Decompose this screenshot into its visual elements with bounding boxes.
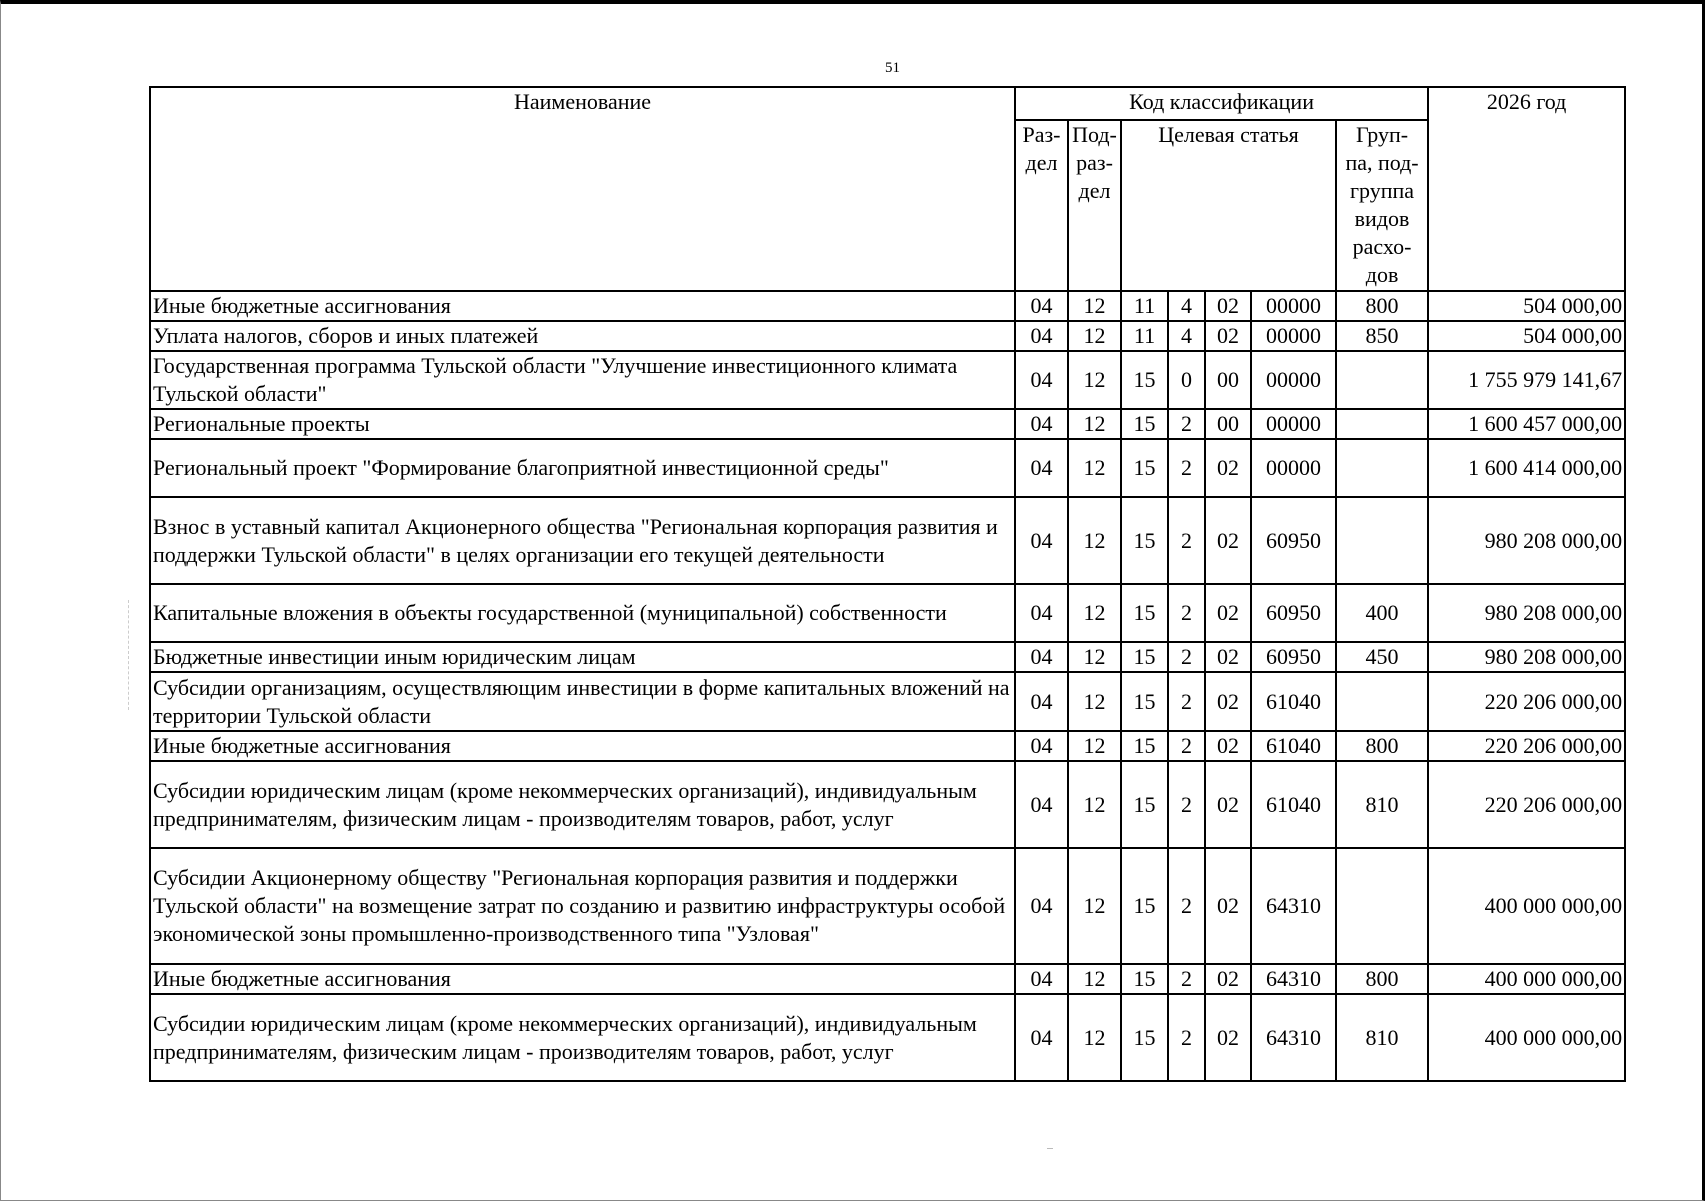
row-razdel: 04 [1015,672,1068,731]
row-target-program: 15 [1121,409,1168,439]
row-podrazdel: 12 [1068,409,1121,439]
table-row [150,761,1625,848]
row-podrazdel: 12 [1068,321,1121,351]
budget-table [149,86,1626,1082]
row-target-type: 2 [1168,439,1205,497]
row-podrazdel: 12 [1068,761,1121,848]
row-expense-group [1336,409,1428,439]
row-amount: 980 208 000,00 [1428,584,1625,642]
row-target-type: 0 [1168,351,1205,409]
row-target-direction: 00000 [1251,351,1336,409]
row-name: Бюджетные инвестиции иным юридическим лицам [150,642,1015,672]
row-target-program: 15 [1121,761,1168,848]
table-row [150,321,1625,351]
row-razdel: 04 [1015,497,1068,584]
row-target-direction: 60950 [1251,497,1336,584]
row-target-event: 02 [1205,731,1251,761]
page-number: 51 [885,60,900,76]
scan-margin-marks [128,600,130,710]
row-target-direction: 61040 [1251,731,1336,761]
row-target-direction: 61040 [1251,672,1336,731]
table-row [150,291,1625,321]
row-podrazdel: 12 [1068,642,1121,672]
row-podrazdel: 12 [1068,672,1121,731]
row-target-direction: 60950 [1251,642,1336,672]
row-podrazdel: 12 [1068,964,1121,994]
row-razdel: 04 [1015,351,1068,409]
row-razdel: 04 [1015,731,1068,761]
row-name: Региональные проекты [150,409,1015,439]
row-amount: 504 000,00 [1428,291,1625,321]
table-row [150,642,1625,672]
row-amount: 1 600 414 000,00 [1428,439,1625,497]
row-target-type: 2 [1168,994,1205,1081]
row-amount: 980 208 000,00 [1428,497,1625,584]
row-target-program: 15 [1121,848,1168,964]
row-razdel: 04 [1015,291,1068,321]
row-podrazdel: 12 [1068,584,1121,642]
row-amount: 220 206 000,00 [1428,672,1625,731]
row-target-type: 2 [1168,584,1205,642]
row-razdel: 04 [1015,321,1068,351]
row-name: Субсидии юридическим лицам (кроме некоммерческих организаций), индивидуальным предпринимателям, физическим лицам - производителям товаров, работ, услуг [150,761,1015,848]
scan-dot [1047,1148,1053,1149]
table-row [150,848,1625,964]
row-target-type: 2 [1168,964,1205,994]
row-target-direction: 00000 [1251,439,1336,497]
row-target-event: 00 [1205,351,1251,409]
row-target-program: 15 [1121,964,1168,994]
row-target-event: 02 [1205,964,1251,994]
row-target-program: 15 [1121,497,1168,584]
row-target-program: 11 [1121,321,1168,351]
row-expense-group [1336,439,1428,497]
header-year: 2026 год [1428,87,1625,291]
row-name: Иные бюджетные ассигнования [150,964,1015,994]
row-target-program: 11 [1121,291,1168,321]
row-name: Взнос в уставный капитал Акционерного общества "Региональная корпорация развития и поддержки Тульской области" в целях организации его текущей деятельности [150,497,1015,584]
row-target-direction: 64310 [1251,994,1336,1081]
row-target-event: 02 [1205,439,1251,497]
row-target-direction: 00000 [1251,321,1336,351]
row-target-event: 02 [1205,321,1251,351]
row-target-type: 2 [1168,642,1205,672]
row-amount: 980 208 000,00 [1428,642,1625,672]
table-row [150,439,1625,497]
row-target-direction: 64310 [1251,964,1336,994]
row-target-direction: 00000 [1251,291,1336,321]
header-code-group: Код классификации [1015,87,1428,120]
row-razdel: 04 [1015,848,1068,964]
table-row [150,351,1625,409]
header-podrazdel [1068,120,1121,291]
row-target-type: 2 [1168,848,1205,964]
row-podrazdel: 12 [1068,497,1121,584]
row-target-program: 15 [1121,731,1168,761]
row-podrazdel: 12 [1068,291,1121,321]
row-amount: 1 755 979 141,67 [1428,351,1625,409]
table-row [150,731,1625,761]
row-expense-group: 800 [1336,964,1428,994]
row-target-type: 2 [1168,409,1205,439]
row-target-type: 4 [1168,321,1205,351]
row-expense-group: 800 [1336,291,1428,321]
row-target-direction: 64310 [1251,848,1336,964]
row-razdel: 04 [1015,994,1068,1081]
row-target-type: 4 [1168,291,1205,321]
row-expense-group: 450 [1336,642,1428,672]
row-target-program: 15 [1121,672,1168,731]
row-amount: 504 000,00 [1428,321,1625,351]
row-target-event: 02 [1205,761,1251,848]
row-target-event: 02 [1205,291,1251,321]
header-razdel [1015,120,1068,291]
header-razdel-text: Раз- дел [1022,122,1061,175]
row-razdel: 04 [1015,964,1068,994]
table-row [150,672,1625,731]
table-row [150,994,1625,1081]
row-expense-group [1336,351,1428,409]
row-target-program: 15 [1121,994,1168,1081]
row-expense-group [1336,672,1428,731]
row-razdel: 04 [1015,642,1068,672]
row-podrazdel: 12 [1068,351,1121,409]
row-name: Государственная программа Тульской области "Улучшение инвестиционного климата Тульской области" [150,351,1015,409]
row-name: Субсидии Акционерному обществу "Региональная корпорация развития и поддержки Тульской области" на возмещение затрат по созданию и развитию инфраструктуры особой экономической зоны промышленно-производственного типа "Узловая" [150,848,1015,964]
row-expense-group: 400 [1336,584,1428,642]
header-group [1336,120,1428,291]
row-name: Региональный проект "Формирование благоприятной инвестиционной среды" [150,439,1015,497]
row-amount: 400 000 000,00 [1428,848,1625,964]
row-name: Иные бюджетные ассигнования [150,731,1015,761]
table-row [150,497,1625,584]
row-target-type: 2 [1168,761,1205,848]
header-podrazdel-text: Под- раз- дел [1072,122,1117,203]
row-expense-group: 810 [1336,761,1428,848]
row-target-direction: 61040 [1251,761,1336,848]
row-target-program: 15 [1121,642,1168,672]
row-target-type: 2 [1168,497,1205,584]
row-razdel: 04 [1015,761,1068,848]
table-row [150,964,1625,994]
row-target-event: 02 [1205,497,1251,584]
row-target-event: 00 [1205,409,1251,439]
row-target-event: 02 [1205,642,1251,672]
row-target-type: 2 [1168,731,1205,761]
row-podrazdel: 12 [1068,731,1121,761]
row-expense-group: 850 [1336,321,1428,351]
row-name: Капитальные вложения в объекты государственной (муниципальной) собственности [150,584,1015,642]
row-amount: 1 600 457 000,00 [1428,409,1625,439]
row-name: Субсидии юридическим лицам (кроме некоммерческих организаций), индивидуальным предпринимателям, физическим лицам - производителям товаров, работ, услуг [150,994,1015,1081]
row-target-direction: 00000 [1251,409,1336,439]
table-row [150,584,1625,642]
row-razdel: 04 [1015,409,1068,439]
header-target: Целевая статья [1121,120,1336,291]
row-target-program: 15 [1121,584,1168,642]
row-amount: 400 000 000,00 [1428,994,1625,1081]
table-row [150,409,1625,439]
row-target-direction: 60950 [1251,584,1336,642]
row-expense-group: 800 [1336,731,1428,761]
row-podrazdel: 12 [1068,439,1121,497]
row-amount: 220 206 000,00 [1428,761,1625,848]
row-target-program: 15 [1121,351,1168,409]
row-expense-group: 810 [1336,994,1428,1081]
row-target-program: 15 [1121,439,1168,497]
row-expense-group [1336,497,1428,584]
row-razdel: 04 [1015,439,1068,497]
row-target-event: 02 [1205,848,1251,964]
row-razdel: 04 [1015,584,1068,642]
row-name: Иные бюджетные ассигнования [150,291,1015,321]
header-name: Наименование [150,87,1015,291]
row-name: Субсидии организациям, осуществляющим инвестиции в форме капитальных вложений на территории Тульской области [150,672,1015,731]
row-target-event: 02 [1205,584,1251,642]
table-body [150,291,1625,1081]
row-podrazdel: 12 [1068,848,1121,964]
row-name: Уплата налогов, сборов и иных платежей [150,321,1015,351]
row-target-event: 02 [1205,672,1251,731]
row-target-event: 02 [1205,994,1251,1081]
row-amount: 400 000 000,00 [1428,964,1625,994]
row-expense-group [1336,848,1428,964]
row-target-type: 2 [1168,672,1205,731]
header-group-text: Груп- па, под- группа видов расхо- дов [1345,122,1419,287]
row-podrazdel: 12 [1068,994,1121,1081]
row-amount: 220 206 000,00 [1428,731,1625,761]
